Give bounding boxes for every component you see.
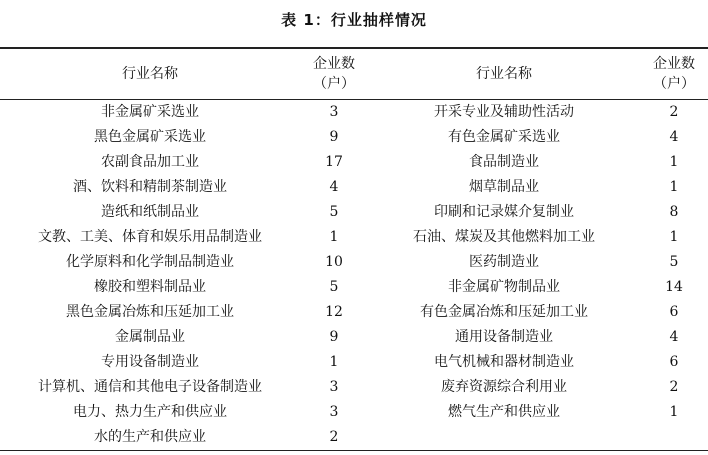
left-industry-name-cell: 专用设备制造业: [101, 354, 199, 370]
left-industry-name-cell: 电力、热力生产和供应业: [73, 404, 227, 420]
header-industry-name-right: [368, 48, 640, 100]
right-industry-name-cell: [368, 425, 640, 451]
table-row: [0, 200, 708, 225]
table-row: [0, 375, 708, 400]
table-body: [0, 100, 708, 451]
left-industry-name-cell: 水的生产和供应业: [94, 429, 206, 445]
right-enterprise-count-cell: 14: [665, 279, 683, 295]
left-industry-name-cell: 化学原料和化学制品制造业: [66, 254, 234, 270]
left-industry-name-cell: 文教、工美、体育和娱乐用品制造业: [38, 229, 262, 245]
left-industry-name-cell: 金属制品业: [115, 329, 185, 345]
left-industry-name-cell: 酒、饮料和精制茶制造业: [73, 179, 227, 195]
right-industry-name-cell: 燃气生产和供应业: [448, 404, 560, 420]
right-industry-name-cell: 印刷和记录媒介复制业: [434, 204, 574, 220]
left-industry-name-cell: 计算机、通信和其他电子设备制造业: [38, 379, 262, 395]
left-industry-name-cell: 橡胶和塑料制品业: [94, 279, 206, 295]
left-industry-name-cell: 非金属矿采选业: [101, 104, 199, 120]
left-enterprise-count-cell: 1: [329, 354, 339, 370]
table-row: [0, 250, 708, 275]
right-industry-name-cell: 非金属矿物制品业: [448, 279, 560, 295]
table-row: [0, 150, 708, 175]
right-industry-name-cell: 电气机械和器材制造业: [434, 354, 574, 370]
header-industry-name-left: [0, 48, 300, 100]
table-row: [0, 275, 708, 300]
right-industry-name-cell: 食品制造业: [469, 154, 539, 170]
left-enterprise-count-cell: 9: [329, 329, 339, 345]
header-industry-name-label: 行业名称: [122, 66, 178, 82]
left-enterprise-count-cell: 3: [329, 104, 339, 120]
left-enterprise-count-cell: 12: [325, 304, 343, 320]
table-row: [0, 225, 708, 250]
left-enterprise-count-cell: 5: [329, 204, 339, 220]
table-row: [0, 100, 708, 126]
left-industry-name-cell: 黑色金属矿采选业: [94, 129, 206, 145]
right-enterprise-count-cell: [640, 425, 708, 451]
right-industry-name-cell: 废弃资源综合利用业: [441, 379, 567, 395]
right-enterprise-count-cell: 6: [669, 354, 679, 370]
right-industry-name-cell: 烟草制品业: [469, 179, 539, 195]
left-enterprise-count-cell: 17: [325, 154, 343, 170]
left-industry-name-cell: 造纸和纸制品业: [101, 204, 199, 220]
header-enterprise-count-right: [640, 48, 708, 100]
header-enterprise-count-left: [300, 48, 368, 100]
left-enterprise-count-cell: 3: [329, 404, 339, 420]
right-enterprise-count-cell: 1: [669, 229, 679, 245]
right-enterprise-count-cell: 4: [669, 129, 679, 145]
right-enterprise-count-cell: 2: [669, 104, 679, 120]
left-enterprise-count-cell: 2: [329, 429, 339, 445]
right-industry-name-cell: 通用设备制造业: [455, 329, 553, 345]
right-enterprise-count-cell: 2: [669, 379, 679, 395]
right-enterprise-count-cell: 8: [669, 204, 679, 220]
left-industry-name-cell: 农副食品加工业: [101, 154, 199, 170]
left-industry-name-cell: 黑色金属冶炼和压延加工业: [66, 304, 234, 320]
table-row: [0, 125, 708, 150]
left-enterprise-count-cell: 9: [329, 129, 339, 145]
left-enterprise-count-cell: 4: [329, 179, 339, 195]
table-header-row: [0, 48, 708, 100]
header-count-label-line1: 企业数: [653, 56, 695, 72]
right-enterprise-count-cell: 5: [669, 254, 679, 270]
left-enterprise-count-cell: 3: [329, 379, 339, 395]
right-enterprise-count-cell: 1: [669, 404, 679, 420]
table-row: [0, 300, 708, 325]
left-enterprise-count-cell: 1: [329, 229, 339, 245]
right-industry-name-cell: 开采专业及辅助性活动: [434, 104, 574, 120]
table-title: 表 1：行业抽样情况: [281, 11, 427, 29]
header-count-label-line1: 企业数: [313, 56, 355, 72]
table-row: [0, 175, 708, 200]
right-enterprise-count-cell: 1: [669, 179, 679, 195]
left-enterprise-count-cell: 5: [329, 279, 339, 295]
right-industry-name-cell: 有色金属矿采选业: [448, 129, 560, 145]
right-industry-name-cell: 医药制造业: [469, 254, 539, 270]
header-industry-name-label: 行业名称: [476, 66, 532, 82]
right-enterprise-count-cell: 6: [669, 304, 679, 320]
table-row: [0, 350, 708, 375]
left-enterprise-count-cell: 10: [325, 254, 343, 270]
table-row: [0, 425, 708, 451]
header-count-label-line2: （户）: [313, 76, 355, 92]
table-row: [0, 325, 708, 350]
table-row: [0, 400, 708, 425]
right-enterprise-count-cell: 4: [669, 329, 679, 345]
right-industry-name-cell: 石油、煤炭及其他燃料加工业: [413, 229, 595, 245]
right-enterprise-count-cell: 1: [669, 154, 679, 170]
right-industry-name-cell: 有色金属冶炼和压延加工业: [420, 304, 588, 320]
industry-sample-table: [0, 47, 708, 451]
header-count-label-line2: （户）: [653, 76, 695, 92]
